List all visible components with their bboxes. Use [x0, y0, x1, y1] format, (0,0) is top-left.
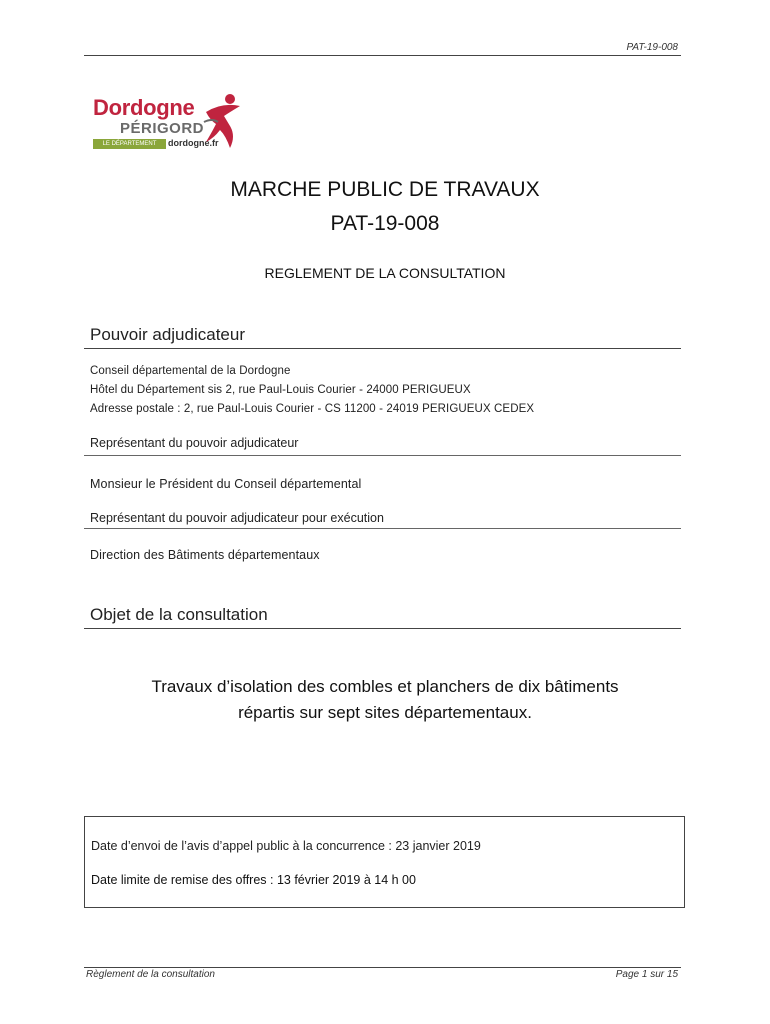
- page-title-code: PAT-19-008: [330, 212, 440, 235]
- logo-word-perigord: PÉRIGORD: [120, 120, 205, 137]
- subheading-rule: [84, 528, 681, 529]
- section-heading-objet: Objet de la consultation: [90, 605, 268, 624]
- address-line: Hôtel du Département sis 2, rue Paul-Louis Courier - 24000 PERIGUEUX: [90, 384, 471, 396]
- date-limite: Date limite de remise des offres : 13 février 2019 à 14 h 00: [91, 873, 416, 887]
- page-subtitle: REGLEMENT DE LA CONSULTATION: [264, 265, 506, 281]
- header-rule: [84, 55, 681, 56]
- footer-doc-name: Règlement de la consultation: [86, 969, 215, 980]
- logo-site: dordogne.fr: [168, 138, 219, 148]
- representant-value: Monsieur le Président du Conseil départemental: [90, 477, 362, 491]
- address-line: Conseil départemental de la Dordogne: [90, 365, 291, 377]
- dates-box: [84, 816, 685, 908]
- runner-figure-icon: [200, 92, 246, 150]
- execution-value: Direction des Bâtiments départementaux: [90, 548, 320, 562]
- footer-rule: [84, 967, 681, 968]
- page-title: MARCHE PUBLIC DE TRAVAUX: [230, 178, 540, 201]
- objet-line: Travaux d’isolation des combles et planchers de dix bâtiments: [151, 677, 619, 696]
- footer-page-number: Page 1 sur 15: [615, 969, 678, 980]
- subheading-representant: Représentant du pouvoir adjudicateur: [90, 436, 299, 450]
- section-rule: [84, 628, 681, 629]
- section-rule: [84, 348, 681, 349]
- logo-tag-departement: LE DÉPARTEMENT: [93, 139, 166, 149]
- address-line: Adresse postale : 2, rue Paul-Louis Courier - CS 11200 - 24019 PERIGUEUX CEDEX: [90, 403, 535, 415]
- date-envoi: Date d’envoi de l’avis d’appel public à la concurrence : 23 janvier 2019: [91, 839, 481, 853]
- subheading-rule: [84, 455, 681, 456]
- logo-word-dordogne: Dordogne: [93, 95, 195, 120]
- subheading-execution: Représentant du pouvoir adjudicateur pour exécution: [90, 511, 384, 525]
- objet-line: répartis sur sept sites départementaux.: [238, 703, 532, 722]
- dordogne-logo: [88, 92, 248, 154]
- header-doc-code: PAT-19-008: [626, 42, 678, 53]
- section-heading-pouvoir: Pouvoir adjudicateur: [90, 325, 245, 344]
